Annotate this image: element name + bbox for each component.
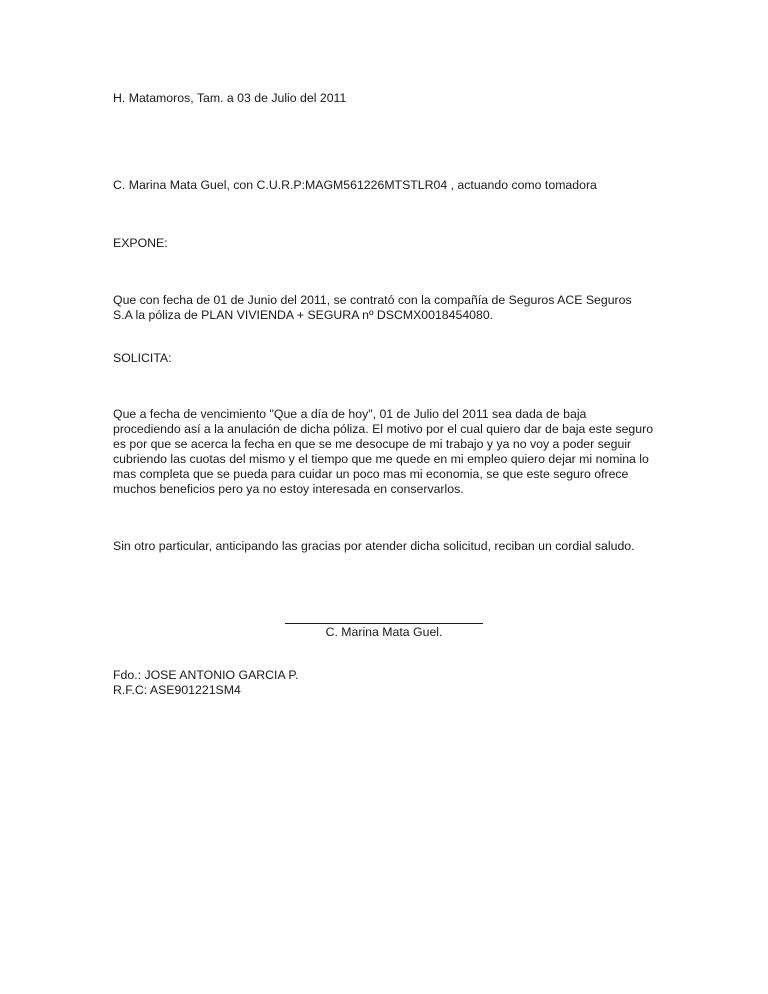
expone-line: S.A la póliza de PLAN VIVIENDA + SEGURA nº DSCMX0018454080. — [113, 308, 494, 322]
solicita-line: Que a fecha de vencimiento "Que a día de hoy", 01 de Julio del 2011 sea dada de baja — [113, 407, 587, 421]
solicita-paragraph — [113, 407, 673, 497]
rfc-line: R.F.C: ASE901221SM4 — [113, 683, 241, 697]
solicita-line: muchos beneficios pero ya no estoy interesada en conservarlos. — [113, 482, 464, 496]
solicita-line: mas completa que se pueda para cuidar un poco mas mi economia, se que este seguro ofrece — [113, 467, 629, 481]
closing-line: Sin otro particular, anticipando las gracias por atender dicha solicitud, reciban un cordial saludo. — [113, 539, 635, 553]
signature-rule — [285, 623, 483, 624]
place-date: H. Matamoros, Tam. a 03 de Julio del 2011 — [113, 91, 347, 105]
expone-paragraph — [113, 293, 673, 323]
sender-line: C. Marina Mata Guel, con C.U.R.P:MAGM561226MTSTLR04 , actuando como tomadora — [113, 178, 597, 192]
solicita-line: procediendo así a la anulación de dicha póliza. El motivo por el cual quiero dar de baja este seguro — [113, 422, 654, 436]
expone-heading: EXPONE: — [113, 236, 168, 250]
solicita-heading: SOLICITA: — [113, 351, 172, 365]
signature-name: C. Marina Mata Guel. — [325, 625, 443, 639]
fdo-line: Fdo.: JOSE ANTONIO GARCIA P. — [113, 668, 299, 682]
solicita-line: cubriendo las cuotas del mismo y el tiempo que me quede en mi empleo quiero dejar mi nomina lo — [113, 452, 649, 466]
solicita-line: es por que se acerca la fecha en que se me desocupe de mi trabajo y ya no voy a poder seguir — [113, 437, 632, 451]
expone-line: Que con fecha de 01 de Junio del 2011, se contrató con la compañía de Seguros ACE Seguros — [113, 293, 632, 307]
